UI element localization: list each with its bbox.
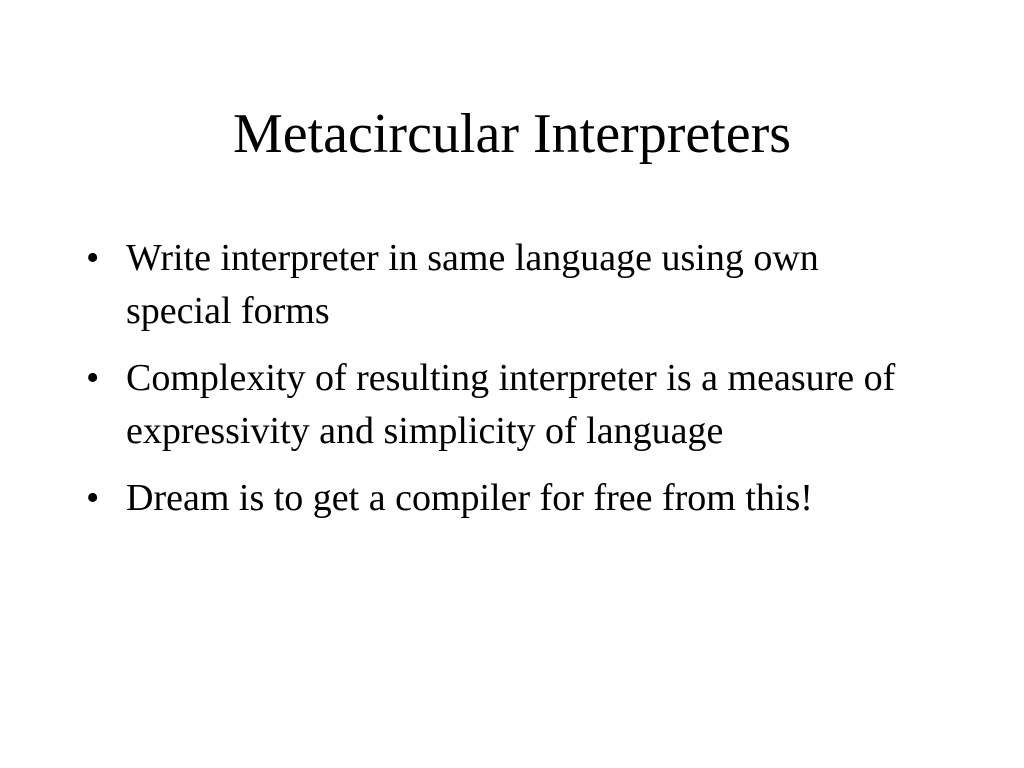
- bullet-list: [86, 232, 906, 539]
- bullet-icon: •: [86, 477, 100, 519]
- bullet-icon: •: [86, 357, 100, 399]
- slide-title: Metacircular Interpreters: [232, 103, 792, 165]
- bullet-item: [86, 232, 906, 338]
- bullet-icon: •: [86, 237, 100, 279]
- bullet-text: Complexity of resulting interpreter is a measure of expressivity and simplicity of language: [126, 357, 896, 452]
- bullet-item: [86, 472, 906, 525]
- bullet-text: Write interpreter in same language using own special forms: [126, 237, 819, 332]
- bullet-text: Dream is to get a compiler for free from this!: [126, 477, 813, 519]
- bullet-item: [86, 352, 906, 458]
